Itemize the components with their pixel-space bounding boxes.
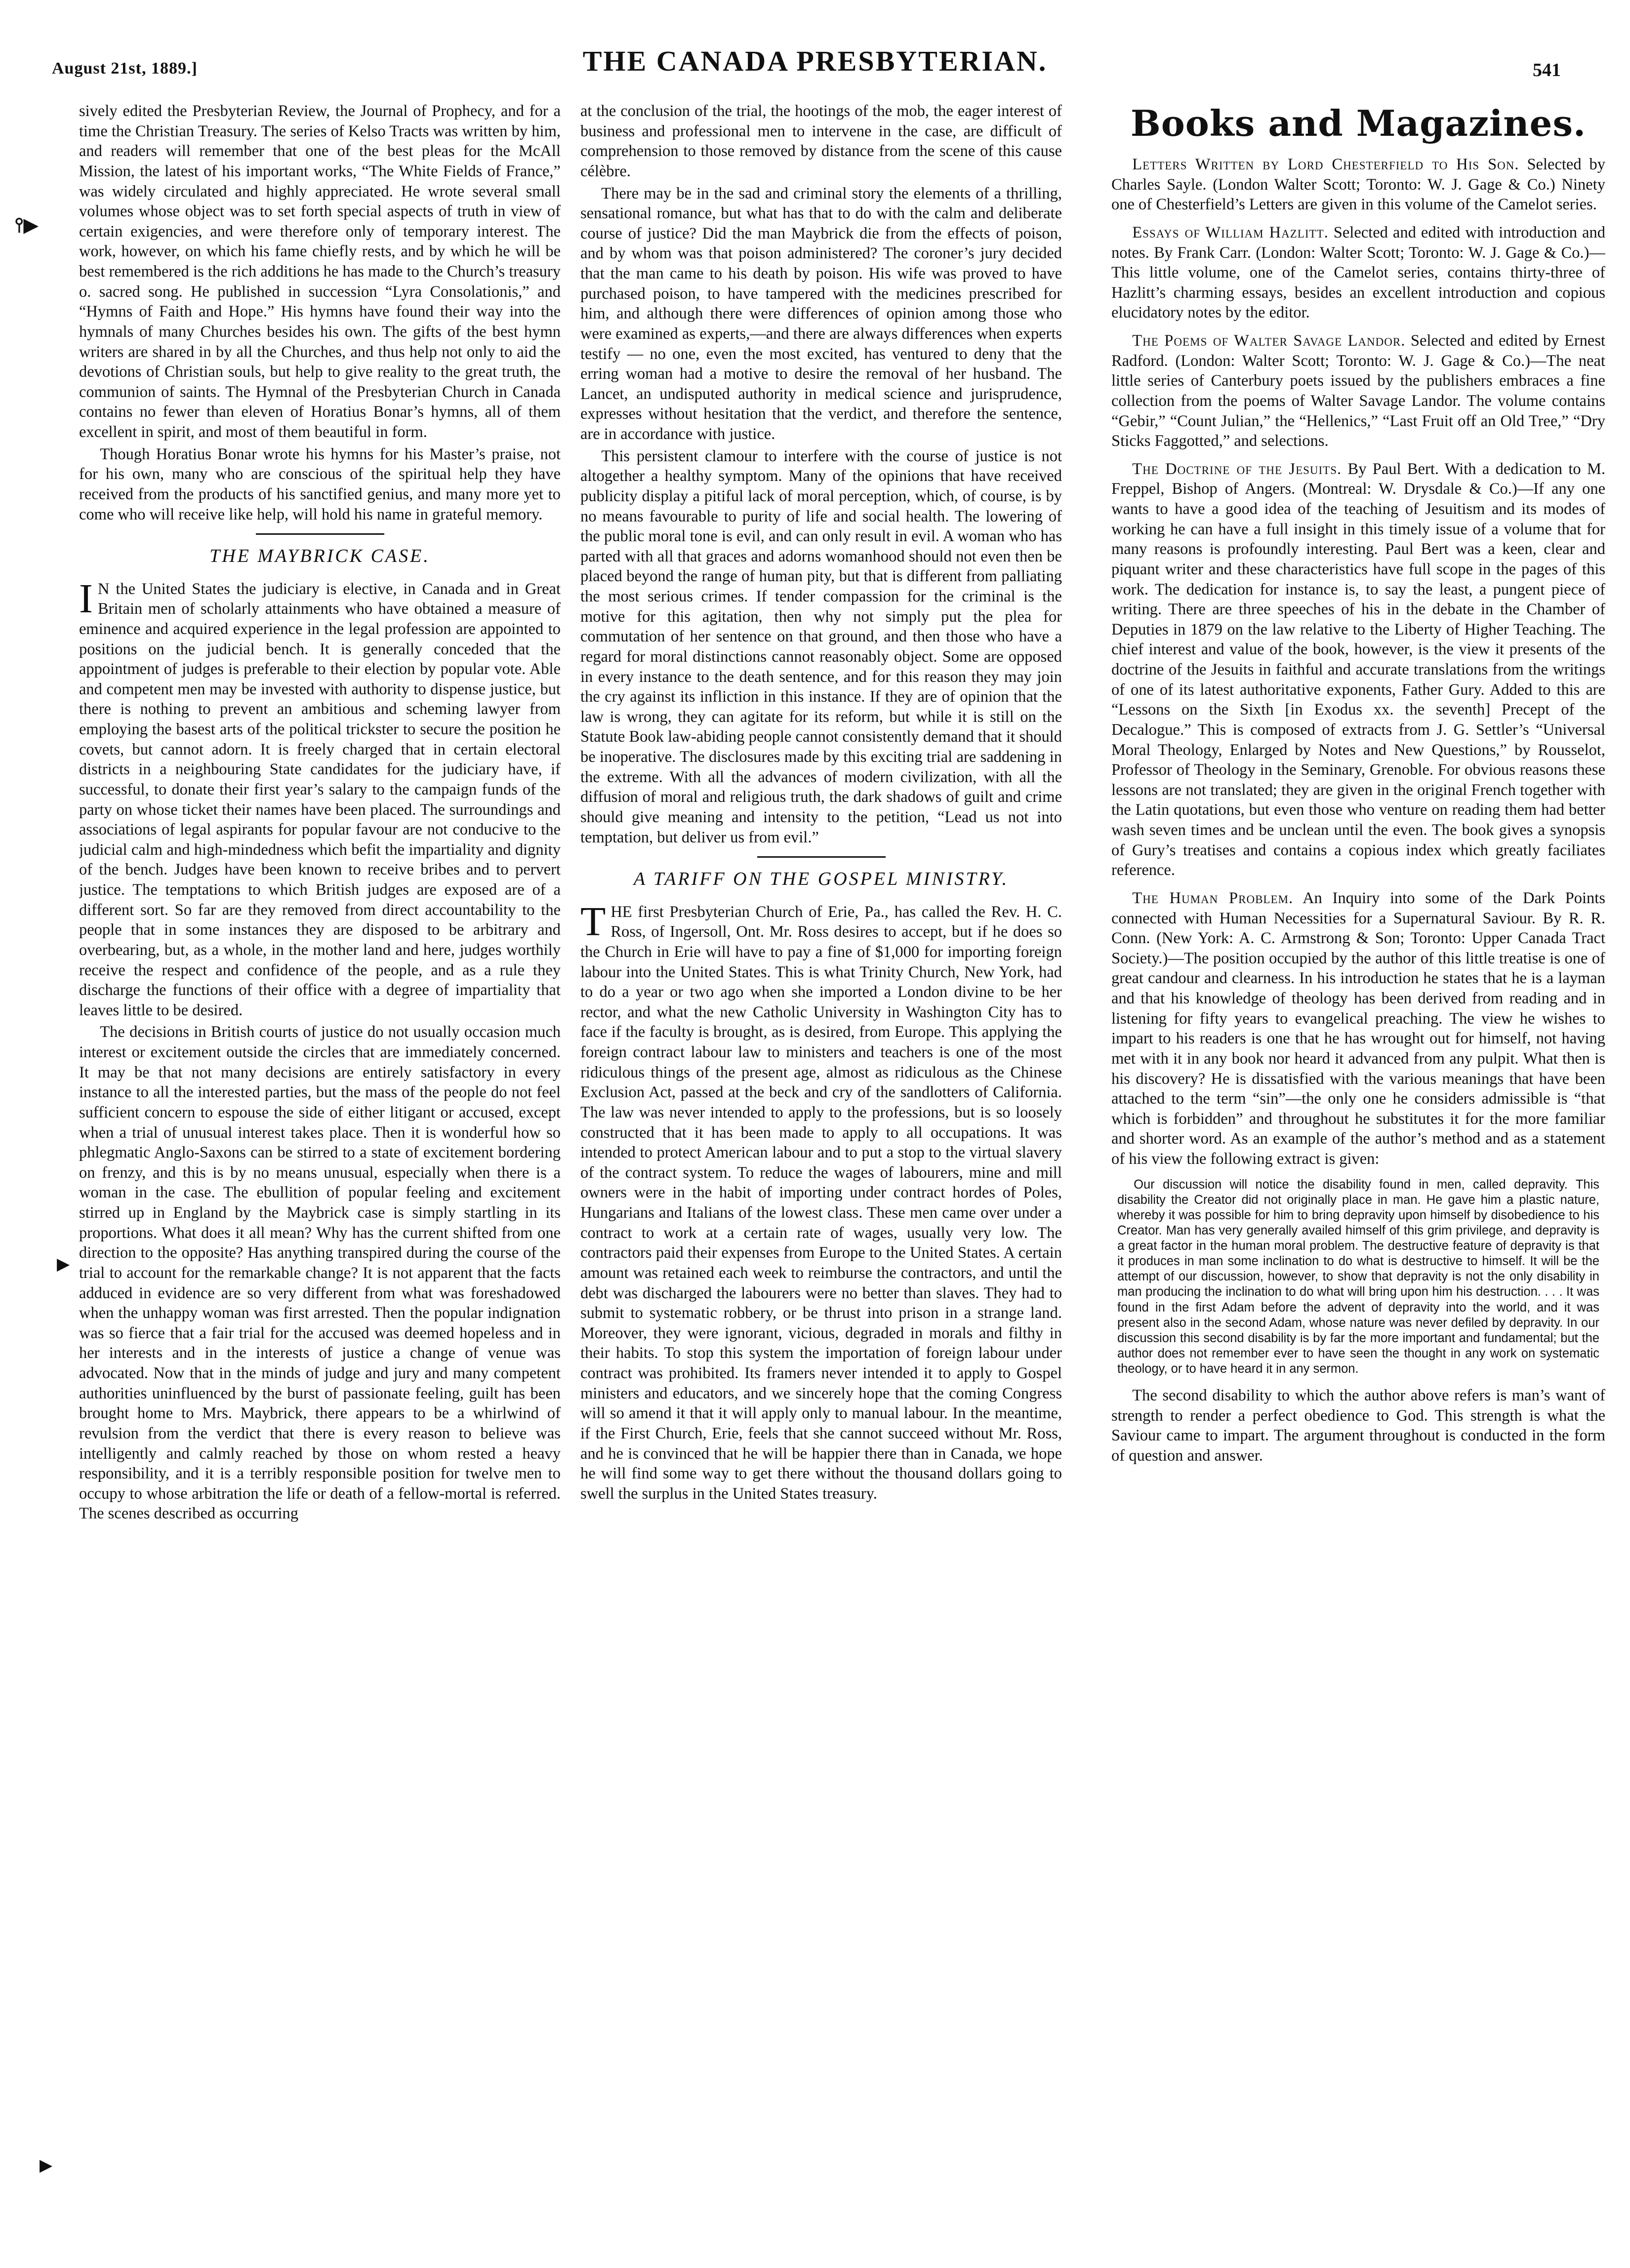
publication-title: THE CANADA PRESBYTERIAN. bbox=[582, 45, 1048, 77]
book-title: The Doctrine of the Jesuits. bbox=[1132, 460, 1342, 478]
article-paragraph: The second disability to which the author above refers is man’s want of strength to render a perfect obedience to God. This strength is what the Saviour came to impart. The argument throughout is conducted in the form of question and answer. bbox=[1111, 1387, 1605, 1465]
block-quote bbox=[1117, 1177, 1599, 1377]
article-paragraph: sively edited the Presbyterian Review, the Journal of Prophecy, and for a time the Christian Treasury. The series of Kelso Tracts was written by him, and readers will remember that one of the best pleas for the McAll Mission, the latest of his important works, “The White Fields of France,” was widely circulated and highly appreciated. He wrote several small volumes whose object was to set forth special aspects of truth in view of certain exigencies, and were therefore only of temporary interest. The work, however, on which his fame chiefly rests, and by which he will be best remembered is the rich additions he has made to the Church’s treasury o. sacred song. He published in succession “Lyra Consolationis,” and “Hymns of Faith and Hope.” His hymns have found their way into the hymnals of many Churches besides his own. The gifts of the best hymn writers are shared in by all the Churches, and thus help not only to aid the devotions of Christian souls, but help to give reality to the great truth, the communion of saints. The Hymnal of the Presbyterian Church in Canada contains no fewer than eleven of Horatius Bonar’s hymns, all of them excellent in spirit, and most of them beautiful in form. bbox=[79, 102, 561, 441]
margin-mark-2: ▶ bbox=[57, 1255, 70, 1273]
book-review bbox=[1111, 331, 1605, 451]
book-review-text: Selected by Charles Sayle. (London Walter Scott; Toronto: W. J. Gage & Co.) Ninety one of Chesterfield’s Letters are given in this volume of the Camelot series. bbox=[1111, 156, 1605, 214]
book-review-text: An Inquiry into some of the Dark Points connected with Human Necessities for a Supernatural Saviour. By R. R. Conn. (New York: A. C. Armstrong & Son; Toronto: Upper Canada Tract Society.)—The position occupied by the author of this little treatise is one of great candour and clearness. In his introduction he states that he is a layman and that his knowledge of theology has been derived from reading and in listening for fifty years to evangelical preaching. The view he wishes to impart to his readers is one that he has wrought out for himself, not having met with it in any book nor heard it advanced from any pulpit. What then is his discovery? He is dissatisfied with the various meanings that have been attached to the term “sin”—the only one he considers admissible is “that which is forbidden” and throughout he substitutes it for the more familiar and shorter word. As an example of the author’s method and as a statement of his view the following extract is given: bbox=[1111, 889, 1605, 1168]
drop-cap: I bbox=[79, 575, 93, 622]
section-title-tariff: A TARIFF ON THE GOSPEL MINISTRY. bbox=[633, 869, 1009, 890]
section-divider bbox=[757, 856, 886, 858]
issue-date: August 21st, 1889.] bbox=[52, 59, 198, 78]
article-paragraph: The decisions in British courts of justice do not usually occasion much interest or excitement outside the circles that are immediately concerned. It may be that not many decisions are entirely satisfactory in every instance to all the interested parties, but the mass of the people do not feel sufficient concern to espouse the side of either litigant or accused, except when a trial of unusual interest takes place. Then it is wonderful how so phlegmatic Anglo-Saxons can be stirred to a state of excitement bordering on frenzy, and this is by no means unusual, especially when there is a woman in the case. The ebullition of popular feeling and excitement stirred up in England by the Maybrick case is simply startling in its proportions. What does it all mean? Why has the current shifted from one direction to the opposite? Has anything transpired during the course of the trial to account for the remarkable change? It is not apparent that the facts adduced in evidence are so very different from what was foreshadowed when the unhappy woman was first arrested. Then the popular indignation was so fierce that a fair trial for the accused was deemed hopeless and in her interests and in the interests of justice a change of venue was advocated. Now that in the minds of judge and jury and many competent authorities uninfluenced by the burst of passionate feeling, guilt has been brought home to Mrs. Maybrick, there appears to be a whirlwind of revulsion from the verdict that there is every reason to believe was intelligently and calmly reached by those on whom rested a heavy responsibility, and it is a terribly responsible position for twelve men to occupy to whose arbitration the life or death of a fellow-mortal is referred. The scenes described as occurring bbox=[79, 1023, 561, 1523]
book-review bbox=[1111, 223, 1605, 323]
book-review bbox=[1111, 888, 1605, 1169]
column-3 bbox=[1111, 101, 1605, 2241]
page-number: 541 bbox=[1533, 60, 1561, 80]
margin-mark-1: ⫯▶ bbox=[15, 214, 39, 236]
drop-cap: T bbox=[580, 898, 606, 945]
article-paragraph: at the conclusion of the trial, the hootings of the mob, the eager interest of business and professional men to intervene in the case, are difficult of comprehension to those removed by distance from the scene of this cause célèbre. bbox=[580, 102, 1062, 180]
book-review-text: Selected and edited by Ernest Radford. (London: Walter Scott; Toronto: W. J. Gage & Co.)—The neat little series of Canterbury poets issued by the publishers embraces a fine collection from the poems of Walter Savage Landor. The volume contains “Gebir,” “Count Julian,” the “Hellenics,” “Last Fruit off an Old Tree,” “Dry Sticks Faggotted,” and selections. bbox=[1111, 332, 1605, 450]
section-title-maybrick: THE MAYBRICK CASE. bbox=[209, 546, 430, 567]
book-review-text: By Paul Bert. With a dedication to M. Freppel, Bishop of Angers. (Montreal: W. Drysdale & Co.)—If any one wants to have a good idea of the teaching of Jesuitism and its modes of working he can have a full insight in this timely issue of a volume that for many reasons is profoundly interesting. Paul Bert was a keen, clear and piquant writer and these characteristics have full scope in the pages of this work. The dedication for instance is, to say the least, a pungent piece of writing. There are three speeches of his in the debate in the Chamber of Deputies in 1879 on the law relative to the Liberty of Higher Teaching. The chief interest and value of the book, however, is the view it presents of the doctrine of the Jesuits in faithful and accurate translations from the writings of one of its latest authoritative exponents, Father Gury. Added to this are “Lessons on the Sixth [in Exodus xx. the seventh] Precept of the Decalogue.” This is composed of extracts from J. G. Settler’s “Universal Moral Theology, Enlarged by Notes and New Questions,” by Rousselot, Professor of Theology in the Seminary, Grenoble. For obvious reasons these lessons are not translated; they are given in the original French together with the Latin quotations, but even those who venture on reading them had better wash seven times and be unclean until the even. The book gives a synopsis of Gury’s treatises and contains a copious index which greatly faciliates reference. bbox=[1111, 460, 1605, 879]
column-2 bbox=[580, 101, 1062, 2241]
book-review bbox=[1111, 459, 1605, 880]
column-1 bbox=[79, 101, 561, 2241]
section-divider bbox=[256, 533, 384, 535]
book-title: Letters Written by Lord Chesterfield to His Son. bbox=[1132, 156, 1519, 173]
article-paragraph: Though Horatius Bonar wrote his hymns for his Master’s praise, not for his own, many who are conscious of the spiritual help they have received from the products of his sanctified genius, and many more yet to come who will receive like help, will hold his name in grateful memory. bbox=[79, 445, 561, 523]
page-header bbox=[0, 25, 1630, 84]
article-paragraph: There may be in the sad and criminal story the elements of a thrilling, sensational romance, but what has that to do with the calm and deliberate course of justice? Did the man Maybrick die from the effects of poison, and by whom was that poison administered? The coroner’s jury decided that the man came to his death by poison. His wife was proved to have purchased poison, to have tampered with the medicines prescribed for him, and although there were differences of opinion among those who were examined as experts,—and there are always differences when experts testify — no one, even the most excited, has ventured to deny that the erring woman had a motive to desire the removal of her husband. The Lancet, an undisputed authority in medical science and jurisprudence, expresses without hesitation that the verdict, and therefore the sentence, are in accordance with justice. bbox=[580, 184, 1062, 443]
department-title: Books and Magazines. bbox=[1130, 102, 1587, 144]
article-paragraph: I N the United States the judiciary is elective, in Canada and in Great Britain men of scholarly attainments who have obtained a measure of eminence and acquired experience in the legal profession are appointed to positions on the judicial bench. It is generally conceded that the appointment of judges is preferable to their election by popular vote. Able and competent men may be invested with authority to dispense justice, but there is nothing to prevent an ambitious and scheming lawyer from employing the basest arts of the political trickster to secure the position he covets, but cannot adorn. It is freely charged that in certain electoral districts in a neighbouring State candidates for the judiciary have, if successful, to donate their first year’s salary to the campaign funds of the party on whose ticket their names have been placed. The surroundings and associations of legal aspirants for popular favour are not conducive to the judicial calm and high-mindedness which befit the impartiality and dignity of the bench. Judges have been known to receive bribes and to pervert justice. The temptations to which British judges are exposed are of a different sort. So far are they removed from direct accountability to the people that in some instances they are disposed to be arbitrary and overbearing, but, as a whole, in the mother land and here, judges worthily receive the respect and confidence of the people, and as a rule they discharge the functions of their office with a degree of impartiality that leaves little to be desired. bbox=[79, 575, 561, 1019]
book-review-text: Selected and edited with introduction and notes. By Frank Carr. (London: Walter Scott; Toronto: W. J. Gage & Co.)—This little volume, one of the Camelot series, contains thirty-three of Hazlitt’s charming essays, besides an excellent introduction and copious elucidatory notes by the editor. bbox=[1111, 223, 1605, 322]
article-paragraph: THE first Presbyterian Church of Erie, Pa., has called the Rev. H. C. Ross, of Ingersoll, Ont. Mr. Ross desires to accept, but if he does so the Church in Erie will have to pay a fine of $1,000 for importing foreign labour into the United States. This is what Trinity Church, New York, had to do a year or two ago when she imported a London divine to be her rector, and what the new Catholic University in Washington City has to face if the faculty is brought, as is desired, from Europe. This applying the foreign contract labour law to ministers and teachers is one of the most ridiculous things of the present age, almost as ridiculous as the Chinese Exclusion Act, passed at the beck and cry of the sandlotters of California. The law was never intended to apply to the professions, but is so loosely constructed that it has been made to apply to all occupations. It was intended to protect American labour and to put a stop to the virtual slavery of the contract system. To reduce the wages of labourers, mine and mill owners were in the habit of importing under contract hordes of Poles, Hungarians and Italians of the lowest class. These men came over under a contract to work at a certain rate of wages, usually very low. The contractors paid their expenses from Europe to the United States. A certain amount was retained each week to reimburse the contractors, and until the debt was discharged the labourers were no better than slaves. They had to submit to systematic robbery, or be thrust into prison in a strange land. Moreover, they were ignorant, vicious, degraded in morals and filthy in their habits. To stop this system the importation of foreign labour under contract was prohibited. Its framers never intended it to apply to Gospel ministers and educators, and we sincerely hope that the coming Congress will so amend it that it will apply only to manual labour. In the meantime, if the First Church, Erie, feels that she cannot succeed without Mr. Ross, and he is convinced that he will be happier there than in Canada, we hope he will find some way to get there without the thousand dollars going to swell the surplus in the United States treasury. bbox=[580, 898, 1062, 1503]
book-title: Essays of William Hazlitt. bbox=[1132, 223, 1329, 241]
book-review bbox=[1111, 155, 1605, 215]
margin-mark-3: ▶ bbox=[40, 2156, 53, 2175]
book-title: The Poems of Walter Savage Landor. bbox=[1132, 332, 1406, 350]
quote-text: Our discussion will notice the disability found in men, called depravity. This disability the Creator did not originally place in man. He gave him a plastic nature, whereby it was possible for him to bring depravity upon himself by disobedience to his Creator. Man has very generally availed himself of this grim privilege, and depravity is a great factor in the human moral problem. The destructive feature of depravity is that it produces in man some inclination to do what is destructive to himself. It will be the attempt of our discussion, however, to show that depravity is not the only disability in man producing the inclination to do what will bring upon him his destruction. . . . It was found in the first Adam before the advent of depravity into the world, and it was present also in the second Adam, whose nature was never defiled by depravity. In our discussion this second disability is by far the more important and fundamental; but the author does not remember ever to have seen the thought in any work on systematic theology, or to have heard it in any sermon. bbox=[1117, 1177, 1599, 1376]
article-paragraph: This persistent clamour to interfere with the course of justice is not altogether a healthy symptom. Many of the opinions that have received publicity display a pitiful lack of moral perception, which, of course, is by no means favourable to purity of life and social health. The lowering of the public moral tone is evil, and can only result in evil. A woman who has parted with all that graces and adorns womanhood should not even then be placed beyond the range of human pity, but that is different from palliating the most serious crimes. If tender compassion for the criminal is the motive for this agitation, then why not simply put the plea for commutation of her sentence on that ground, and then those who have a regard for moral distinctions cannot reasonably object. Some are opposed in every instance to the death sentence, and for this reason they may join the cry against its infliction in this instance. If they are of opinion that the law is wrong, they can agitate for its reform, but while it is still on the Statute Book law-abiding people cannot consistently demand that it should be inoperative. The disclosures made by this exciting trial are saddening in the extreme. With all the advances of modern civilization, with all the diffusion of moral and religious truth, the dark shadows of guilt and crime should give meaning and intensity to the petition, “Lead us not into temptation, but deliver us from evil.” bbox=[580, 447, 1062, 846]
book-title: The Human Problem. bbox=[1132, 889, 1294, 907]
